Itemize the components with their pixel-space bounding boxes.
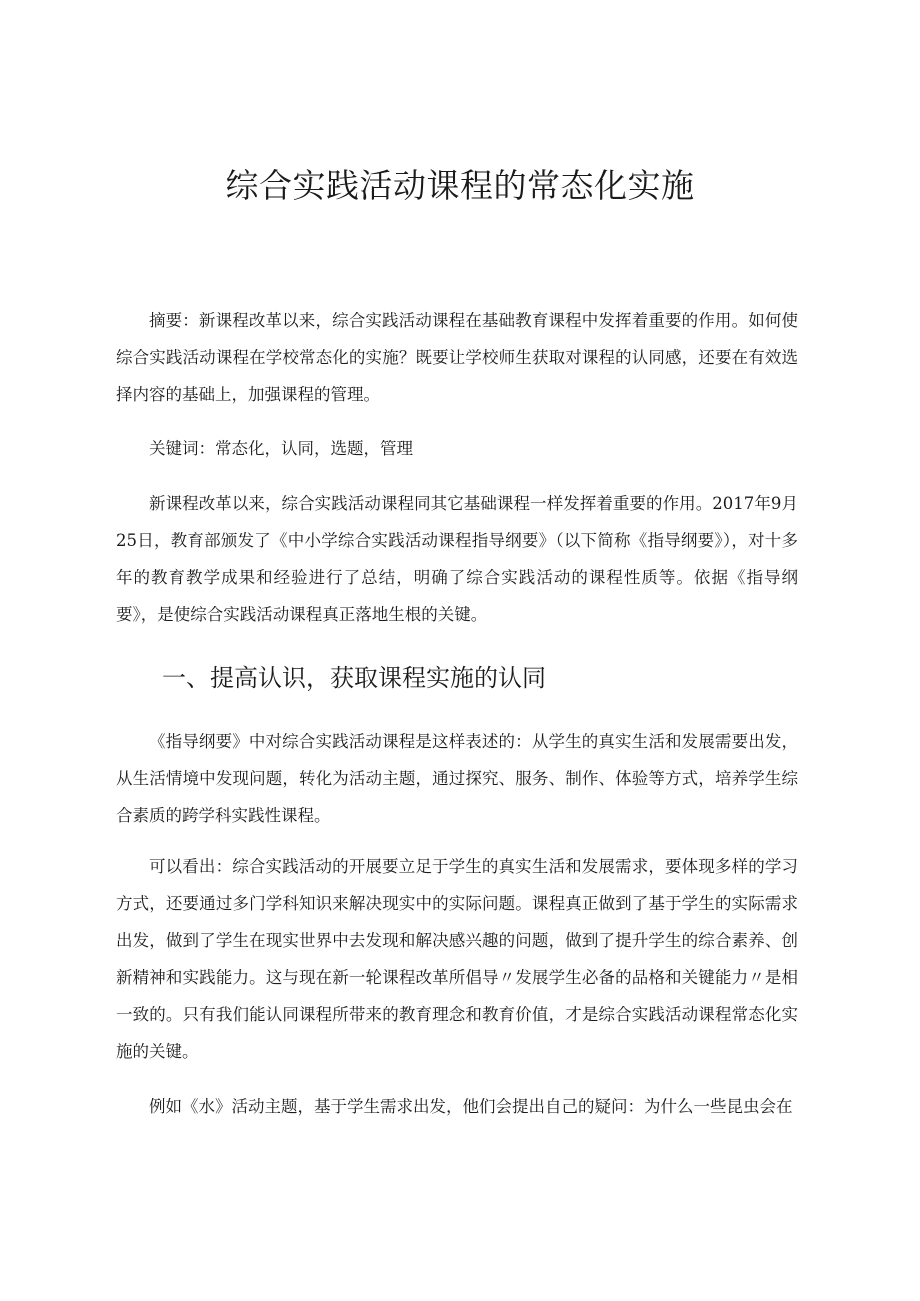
body-paragraph-1: 《指导纲要》中对综合实践活动课程是这样表述的：从学生的真实生活和发展需要出发，从生活情境中发现问题，转化为活动主题，通过探究、服务、制作、体验等方式，培养学生综合素质的跨学科实践性课程。 — [116, 732, 798, 825]
keywords-paragraph: 关键词：常态化，认同，选题，管理 — [149, 439, 413, 458]
body-paragraph-2: 可以看出：综合实践活动的开展要立足于学生的真实生活和发展需求，要体现多样的学习方式，还要通过多门学科知识来解决现实中的实际问题。课程真正做到了基于学生的实际需求出发，做到了学生在现实世界中去发现和解决感兴趣的问题，做到了提升学生的综合素养、创新精神和实践能力。这与现在新一轮课程改革所倡导〃发展学生必备的品格和关键能力〃是相一致的。只有我们能认同课程所带来的教育理念和教育价值，才是综合实践活动课程常态化实施的关键。 — [116, 857, 798, 1061]
section-heading: 一、提高认识，获取课程实施的认同 — [162, 664, 546, 692]
body-paragraph-3: 例如《水》活动主题，基于学生需求出发，他们会提出自己的疑问：为什么一些昆虫会在 — [149, 1097, 793, 1116]
abstract-paragraph: 摘要：新课程改革以来，综合实践活动课程在基础教育课程中发挥着重要的作用。如何使综合实践活动课程在学校常态化的实施？既要让学校师生获取对课程的认同感，还要在有效选择内容的基础上，加强课程的管理。 — [116, 311, 798, 404]
intro-paragraph: 新课程改革以来，综合实践活动课程同其它基础课程一样发挥着重要的作用。2017年9月25日，教育部颁发了《中小学综合实践活动课程指导纲要》（以下简称《指导纲要》），对十多年的教育教学成果和经验进行了总结，明确了综合实践活动的课程性质等。依据《指导纲要》，是使综合实践活动课程真正落地生根的关键。 — [116, 494, 798, 624]
document-title: 综合实践活动课程的常态化实施 — [225, 166, 695, 205]
